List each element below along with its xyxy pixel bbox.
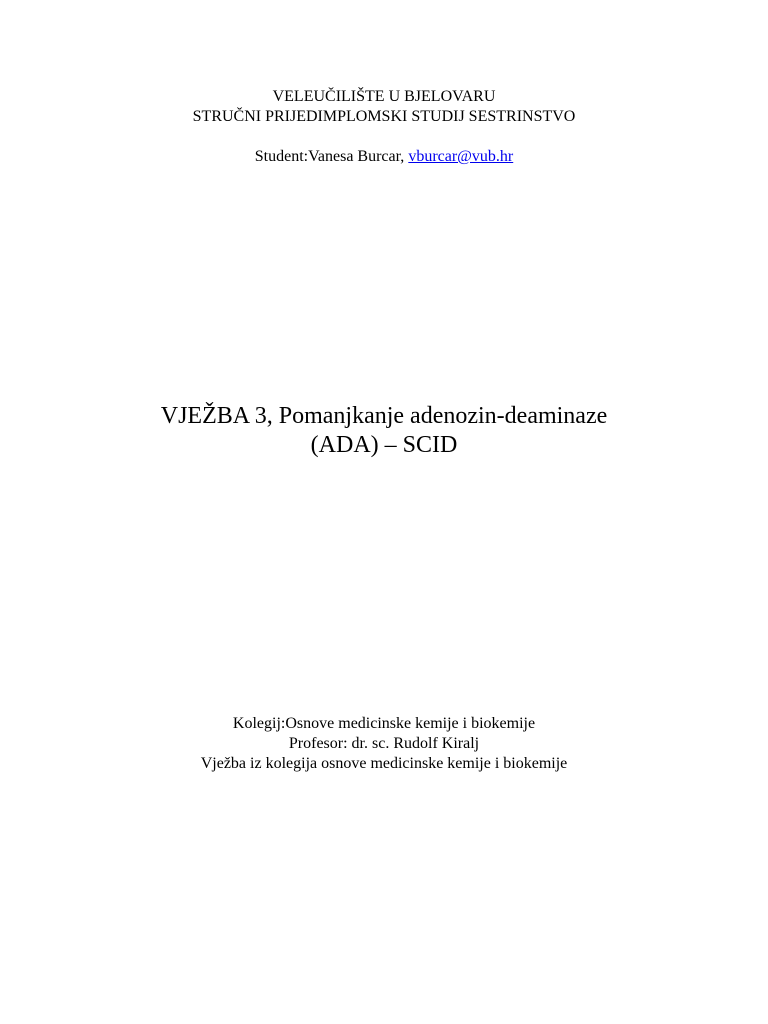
document-title-line-1: VJEŽBA 3, Pomanjkanje adenozin-deaminaze: [160, 403, 608, 429]
document-title-line-2: (ADA) – SCID: [310, 432, 458, 458]
institution-name: VELEUČILIŠTE U BJELOVARU: [272, 88, 496, 105]
study-program: STRUČNI PRIJEDIMPLOMSKI STUDIJ SESTRINSTVO: [192, 108, 576, 125]
student-name: Student:Vanesa Burcar,: [254, 148, 409, 165]
professor-name: Profesor: dr. sc. Rudolf Kiralj: [288, 735, 480, 752]
student-info: [0, 149, 768, 165]
student-email-link[interactable]: vburcar@vub.hr: [408, 148, 514, 165]
course-name: Kolegij:Osnove medicinske kemije i biokemije: [232, 715, 536, 732]
exercise-description: Vježba iz kolegija osnove medicinske kemije i biokemije: [200, 755, 568, 772]
